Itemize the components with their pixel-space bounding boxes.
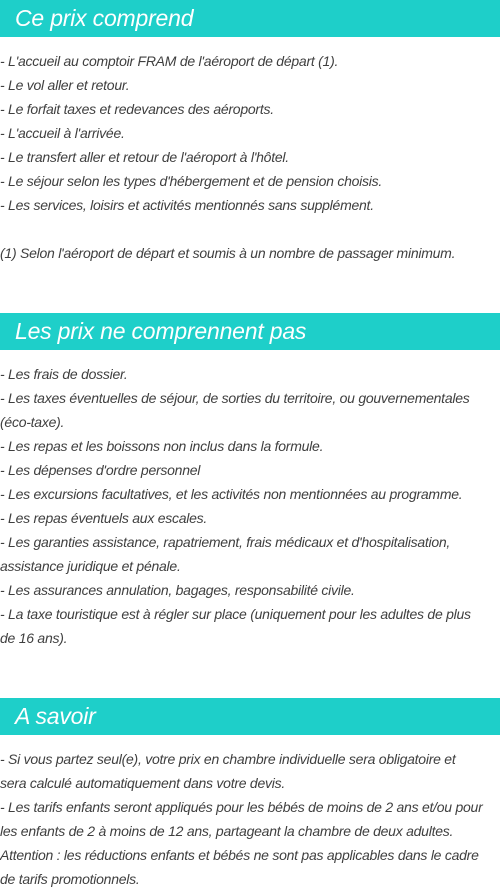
list-item: - Les repas et les boissons non inclus dans la formule. bbox=[0, 438, 324, 454]
list-item: - Le séjour selon les types d'hébergement et de pension choisis. bbox=[0, 173, 383, 189]
section-body bbox=[0, 350, 500, 650]
footnote: (1) Selon l'aéroport de départ et soumis à un nombre de passager minimum. bbox=[0, 245, 456, 261]
list-item: - Les garanties assistance, rapatriement, frais médicaux et d'hospitalisation, bbox=[0, 534, 451, 550]
section-body bbox=[0, 37, 500, 265]
list-item: - Les taxes éventuelles de séjour, de sorties du territoire, ou gouvernementales bbox=[0, 390, 470, 406]
list-item: - Les frais de dossier. bbox=[0, 366, 128, 382]
list-item: - Les dépenses d'ordre personnel bbox=[0, 462, 201, 478]
section-price-includes bbox=[0, 0, 500, 265]
section-header bbox=[0, 0, 500, 37]
list-item: - L'accueil à l'arrivée. bbox=[0, 125, 125, 141]
list-item-continuation: de tarifs promotionnels. bbox=[0, 871, 140, 887]
list-item: - Les repas éventuels aux escales. bbox=[0, 510, 208, 526]
list-item: - L'accueil au comptoir FRAM de l'aéroport de départ (1). bbox=[0, 53, 339, 69]
list-item: - Le transfert aller et retour de l'aéroport à l'hôtel. bbox=[0, 149, 289, 165]
list-item-continuation: sera calculé automatiquement dans votre devis. bbox=[0, 775, 285, 791]
section-body bbox=[0, 735, 500, 891]
list-item: - Si vous partez seul(e), votre prix en chambre individuelle sera obligatoire et bbox=[0, 751, 456, 767]
section-title: A savoir bbox=[15, 703, 96, 729]
list-item: - La taxe touristique est à régler sur place (uniquement pour les adultes de plus bbox=[0, 606, 471, 622]
list-item-continuation: (éco-taxe). bbox=[0, 414, 65, 430]
list-item-continuation: de 16 ans). bbox=[0, 630, 68, 646]
section-header bbox=[0, 698, 500, 735]
section-header bbox=[0, 313, 500, 350]
section-title: Les prix ne comprennent pas bbox=[15, 318, 307, 344]
list-item: Attention : les réductions enfants et bébés ne sont pas applicables dans le cadre bbox=[0, 847, 479, 863]
list-item: - Les excursions facultatives, et les activités non mentionnées au programme. bbox=[0, 486, 463, 502]
section-price-excludes bbox=[0, 313, 500, 650]
list-item: - Les services, loisirs et activités mentionnés sans supplément. bbox=[0, 197, 374, 213]
section-title: Ce prix comprend bbox=[15, 5, 194, 31]
list-item: - Les tarifs enfants seront appliqués pour les bébés de moins de 2 ans et/ou pour bbox=[0, 799, 483, 815]
list-item: - Le forfait taxes et redevances des aéroports. bbox=[0, 101, 274, 117]
list-item: - Les assurances annulation, bagages, responsabilité civile. bbox=[0, 582, 355, 598]
section-good-to-know bbox=[0, 698, 500, 891]
list-item-continuation: les enfants de 2 à moins de 12 ans, partageant la chambre de deux adultes. bbox=[0, 823, 454, 839]
list-item: - Le vol aller et retour. bbox=[0, 77, 130, 93]
spacer bbox=[0, 217, 500, 241]
list-item-continuation: assistance juridique et pénale. bbox=[0, 558, 181, 574]
